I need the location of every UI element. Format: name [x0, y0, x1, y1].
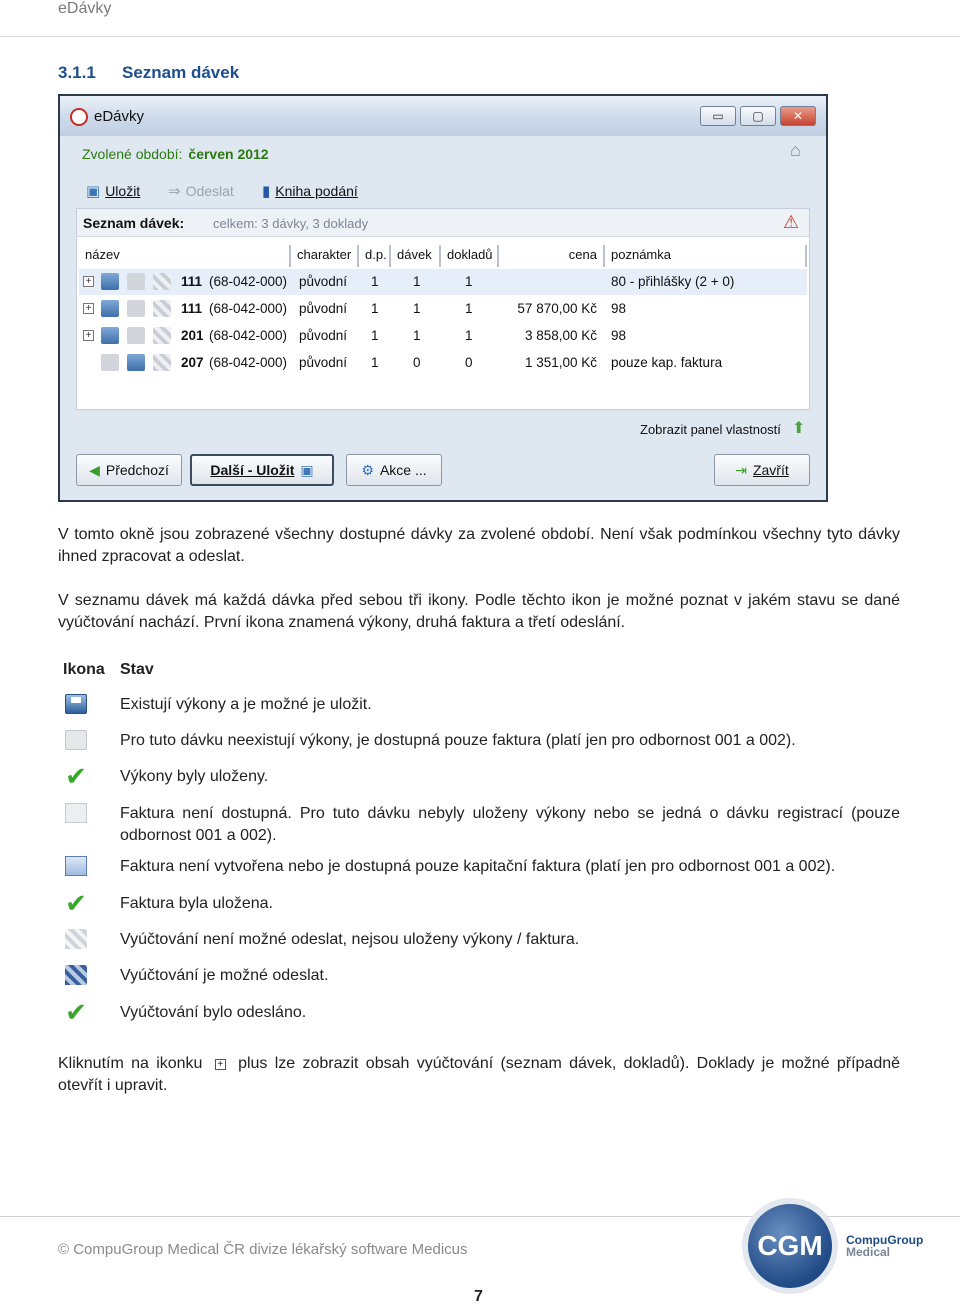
section-title: Seznam dávek — [122, 63, 240, 82]
row-price: 3 858,00 Kč — [524, 328, 597, 343]
row-dp: 1 — [371, 355, 379, 370]
disk-grey-icon — [64, 728, 88, 752]
logo-text: CGM — [757, 1230, 823, 1261]
window-titlebar — [60, 96, 826, 136]
row-code: 207 — [181, 355, 204, 370]
close-window-button[interactable]: ✕ — [780, 106, 816, 126]
next-save-label: Další - Uložit — [210, 462, 295, 478]
row-documents: 1 — [465, 301, 473, 316]
save-icon: ▣ — [86, 183, 101, 200]
row-code: 111 — [181, 301, 203, 316]
legend-text: Faktura není dostupná. Pro tuto dávku nebyly uloženy výkony nebo se jedná o dávku registrací (pouze odbornost 001 a 002). — [120, 805, 900, 844]
expand-icon[interactable]: + — [83, 330, 94, 341]
row-code: 111 — [181, 274, 203, 289]
cgm-logo — [742, 1198, 838, 1294]
row-note: 98 — [611, 301, 627, 316]
disk-blue-icon — [101, 327, 119, 344]
row-batches: 1 — [413, 328, 421, 343]
brand-line1: CompuGroup — [846, 1233, 924, 1247]
send-grey-icon — [153, 327, 171, 344]
section-heading — [58, 63, 239, 83]
legend-text: Vyúčtování je možné odeslat. — [120, 967, 329, 984]
brand-line2: Medical — [846, 1245, 891, 1259]
invoice-grey-icon — [64, 801, 88, 825]
column-header-price[interactable]: cena — [501, 245, 605, 267]
row-dp: 1 — [371, 328, 379, 343]
send-blue-icon — [64, 963, 88, 987]
panel-header — [77, 209, 809, 237]
expand-icon[interactable]: + — [83, 276, 94, 287]
brand-name — [846, 1234, 923, 1258]
show-properties-link[interactable]: Zobrazit panel vlastností — [640, 422, 781, 437]
row-character: původní — [299, 328, 348, 343]
table-row[interactable] — [79, 323, 807, 349]
disk-grey-icon — [101, 354, 119, 371]
column-header-note[interactable]: poznámka — [607, 245, 807, 267]
page-number: 7 — [474, 1288, 483, 1305]
previous-label: Předchozí — [105, 462, 169, 478]
row-sub: (68-042-000) — [209, 355, 288, 370]
row-dp: 1 — [371, 274, 379, 289]
disk-blue-icon — [64, 692, 88, 716]
legend-text: Faktura není vytvořena nebo je dostupná pouze kapitační faktura (platí jen pro odbornost 001 a 002). — [120, 858, 836, 875]
invoice-grey-icon — [127, 300, 145, 317]
close-button[interactable] — [714, 454, 810, 486]
close-label: Zavřít — [752, 462, 789, 478]
send-icon: ⇒ — [168, 183, 181, 200]
row-documents: 0 — [465, 355, 473, 370]
row-batches: 1 — [413, 274, 421, 289]
invoice-grey-icon — [127, 327, 145, 344]
send-grey-icon — [153, 354, 171, 371]
row-note: pouze kap. faktura — [611, 355, 723, 370]
column-header-character[interactable]: charakter — [293, 245, 359, 267]
row-code: 201 — [181, 328, 204, 343]
row-price: 57 870,00 Kč — [517, 301, 597, 316]
legend-text: Existují výkony a je možné je uložit. — [120, 696, 372, 713]
expand-icon[interactable]: + — [83, 303, 94, 314]
save-label: Uložit — [105, 183, 141, 199]
paragraph-icons: V seznamu dávek má každá dávka před sebou tři ikony. Podle těchto ikon je možné poznat v jakém stavu se dané vyúčtování nachází. První ikona znamená výkony, druhá faktura a třetí odeslání. — [58, 592, 900, 631]
row-batches: 0 — [413, 355, 421, 370]
app-icon — [70, 108, 88, 126]
row-character: původní — [299, 301, 348, 316]
row-documents: 1 — [465, 274, 473, 289]
row-note: 80 - přihlášky (2 + 0) — [611, 274, 735, 289]
row-price: 1 351,00 Kč — [524, 355, 597, 370]
column-header-name[interactable]: název — [81, 245, 291, 267]
gear-icon: ⚙ — [361, 461, 374, 478]
paragraph-intro: V tomto okně jsou zobrazené všechny dostupné dávky za zvolené období. Není však podmínkou všechny tyto dávky ihned zpracovat a odeslat. — [58, 526, 900, 565]
action-label: Akce ... — [379, 462, 427, 478]
legend-text: Faktura byla uložena. — [120, 895, 273, 912]
exit-icon: ⇥ — [735, 461, 747, 478]
period-value: červen 2012 — [188, 146, 269, 162]
send-grey-icon — [153, 273, 171, 290]
book-icon: ▮ — [262, 183, 271, 200]
invoice-blue-icon — [127, 354, 145, 371]
document-header: eDávky — [58, 0, 112, 17]
window-title: eDávky — [94, 108, 145, 125]
home-icon[interactable]: ⌂ — [790, 140, 801, 160]
header-divider — [0, 36, 960, 37]
section-number: 3.1.1 — [58, 63, 96, 82]
row-character: původní — [299, 274, 348, 289]
disk-blue-icon — [101, 300, 119, 317]
paragraph-expand — [58, 1053, 900, 1097]
row-batches: 1 — [413, 301, 421, 316]
previous-button[interactable] — [76, 454, 182, 486]
plus-icon: + — [215, 1059, 226, 1070]
batch-list-panel — [76, 208, 810, 410]
legend-text: Vyúčtování bylo odesláno. — [120, 1004, 307, 1021]
send-label: Odeslat — [185, 183, 234, 199]
send-grey-icon — [153, 300, 171, 317]
invoice-blue-icon — [64, 854, 88, 878]
next-save-button[interactable] — [190, 454, 334, 486]
period-display — [82, 146, 269, 162]
send-grey-icon — [64, 927, 88, 951]
table-row[interactable] — [79, 269, 807, 295]
arrow-up-icon[interactable]: ⬆ — [792, 420, 806, 437]
table-row[interactable] — [79, 350, 807, 376]
invoice-grey-icon — [127, 273, 145, 290]
period-label: Zvolené období: — [82, 146, 183, 162]
check-icon: ✔ — [65, 997, 87, 1027]
legend-text: Výkony byly uloženy. — [120, 768, 269, 785]
submission-book-button[interactable] — [262, 182, 358, 200]
row-dp: 1 — [371, 301, 379, 316]
row-character: původní — [299, 355, 348, 370]
maximize-button[interactable]: ▢ — [740, 106, 776, 126]
warning-icon[interactable]: ⚠ — [783, 212, 800, 232]
footer-copyright: © CompuGroup Medical ČR divize lékařský software Medicus — [58, 1241, 468, 1258]
expand-text-after: plus lze zobrazit obsah vyúčtování (seznam dávek, dokladů). Doklady je možné případně otevřít i upravit. — [58, 1055, 901, 1094]
row-sub: (68-042-000) — [209, 328, 288, 343]
table-row[interactable] — [79, 296, 807, 322]
column-header-dp[interactable]: d.p. — [361, 245, 391, 267]
row-documents: 1 — [465, 328, 473, 343]
legend-icon-header: Ikona — [63, 661, 105, 678]
check-icon: ✔ — [65, 888, 87, 918]
legend-text: Vyúčtování není možné odeslat, nejsou uloženy výkony / faktura. — [120, 931, 580, 948]
panel-title: Seznam dávek: — [83, 215, 185, 231]
disk-blue-icon — [101, 273, 119, 290]
send-tool-button[interactable] — [168, 182, 234, 200]
book-label: Kniha podání — [275, 183, 358, 199]
column-header-batches[interactable]: dávek — [393, 245, 441, 267]
row-note: 98 — [611, 328, 627, 343]
row-sub: (68-042-000) — [209, 274, 288, 289]
minimize-button[interactable]: ▭ — [700, 106, 736, 126]
save-icon: ▣ — [300, 461, 314, 478]
action-button[interactable] — [346, 454, 442, 486]
arrow-left-icon: ◀ — [89, 461, 100, 478]
column-header-documents[interactable]: dokladů — [443, 245, 499, 267]
expand-text-before: Kliknutím na ikonku — [58, 1055, 203, 1072]
save-tool-button[interactable] — [86, 182, 140, 200]
legend-text: Pro tuto dávku neexistují výkony, je dostupná pouze faktura (platí jen pro odbornost 001 a 002). — [120, 732, 796, 749]
row-sub: (68-042-000) — [209, 301, 288, 316]
check-icon: ✔ — [65, 761, 87, 791]
panel-summary: celkem: 3 dávky, 3 doklady — [213, 216, 369, 231]
legend-state-header: Stav — [120, 661, 154, 678]
app-window-screenshot — [58, 94, 828, 502]
